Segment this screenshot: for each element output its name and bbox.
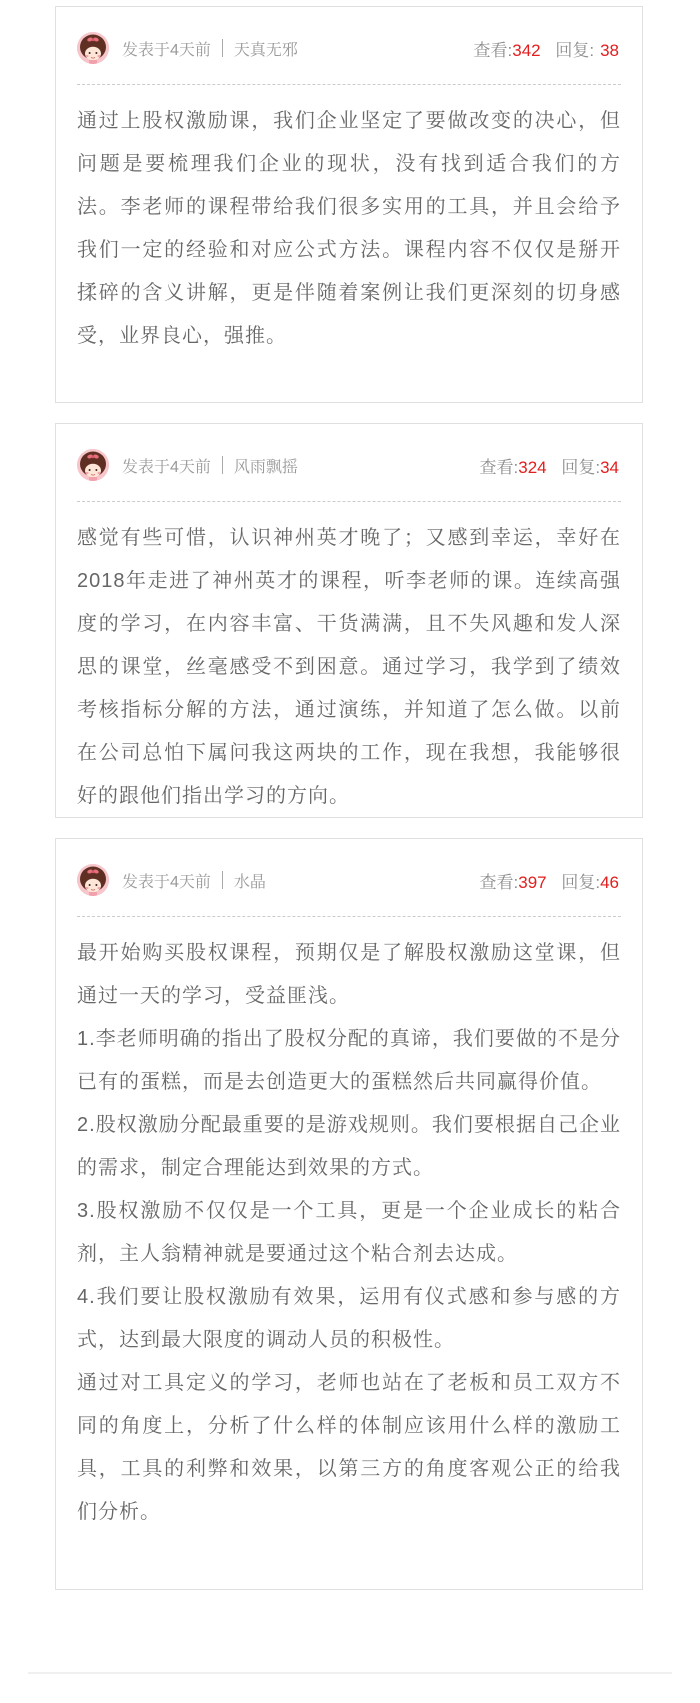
views-count: 324 — [518, 457, 547, 477]
posted-time-label: 发表于4天前 — [122, 873, 211, 891]
review-stats — [474, 36, 622, 61]
review-header — [77, 31, 621, 65]
dashed-separator — [77, 84, 621, 85]
review-paragraph: 3.股权激励不仅仅是一个工具，更是一个企业成长的粘合剂，主人翁精神就是要通过这个粘合剂去达成。 — [77, 1200, 621, 1265]
replies-count: 34 — [600, 457, 619, 477]
review-card — [55, 838, 643, 1590]
header-divider — [222, 456, 223, 474]
review-paragraph: 最开始购买股权课程，预期仅是了解股权激励这堂课，但通过一天的学习，受益匪浅。 — [77, 942, 621, 1007]
review-paragraph: 感觉有些可惜，认识神州英才晚了；又感到幸运，幸好在2018年走进了神州英才的课程，听李老师的课。连续高强度的学习，在内容丰富、干货满满，且不失风趣和发人深思的课堂，丝毫感受不到困意。通过学习，我学到了绩效考核指标分解的方法，通过演练，并知道了怎么做。以前在公司总怕下属问我这两块的工作，现在我想，我能够很好的跟他们指出学习的方向。 — [77, 527, 621, 807]
girl-with-pink-bow-avatar-icon — [77, 32, 109, 64]
girl-with-pink-bow-avatar-icon — [77, 864, 109, 896]
review-paragraph: 通过上股权激励课，我们企业坚定了要做改变的决心，但问题是要梳理我们企业的现状，没有找到适合我们的方法。李老师的课程带给我们很多实用的工具，并且会给予我们一定的经验和对应公式方法。课程内容不仅仅是掰开揉碎的含义讲解，更是伴随着案例让我们更深刻的切身感受，业界良心，强推。 — [77, 110, 621, 347]
girl-with-pink-bow-avatar-icon — [77, 449, 109, 481]
replies-count: 46 — [600, 872, 619, 892]
replies-count: 38 — [600, 40, 619, 60]
views-count: 342 — [512, 40, 541, 60]
views-label: 查看: — [473, 40, 513, 60]
replies-label: 回复: — [561, 457, 601, 477]
views-label: 查看: — [479, 457, 519, 477]
review-body — [77, 932, 621, 1534]
views-count: 397 — [518, 872, 547, 892]
header-divider — [222, 871, 223, 889]
header-divider — [222, 39, 223, 57]
posted-time-label: 发表于4天前 — [122, 41, 211, 59]
username: 天真无邪 — [233, 41, 298, 59]
review-stats — [480, 453, 622, 478]
dashed-separator — [77, 916, 621, 917]
review-body — [77, 100, 621, 358]
review-paragraph: 4.我们要让股权激励有效果，运用有仪式感和参与感的方式，达到最大限度的调动人员的积极性。 — [77, 1286, 621, 1351]
user-avatar — [77, 32, 109, 64]
review-paragraph: 2.股权激励分配最重要的是游戏规则。我们要根据自己企业的需求，制定合理能达到效果的方式。 — [77, 1114, 621, 1179]
review-stats — [480, 868, 622, 893]
username: 水晶 — [233, 873, 266, 891]
user-avatar — [77, 449, 109, 481]
replies-label: 回复: — [555, 40, 595, 60]
posted-time-label: 发表于4天前 — [122, 458, 211, 476]
review-body — [77, 517, 621, 818]
next-card-top-border — [28, 1672, 672, 1674]
replies-label: 回复: — [561, 872, 601, 892]
review-paragraph: 1.李老师明确的指出了股权分配的真谛，我们要做的不是分已有的蛋糕，而是去创造更大的蛋糕然后共同赢得价值。 — [77, 1028, 621, 1093]
review-header — [77, 863, 621, 897]
dashed-separator — [77, 501, 621, 502]
review-paragraph: 通过对工具定义的学习，老师也站在了老板和员工双方不同的角度上，分析了什么样的体制应该用什么样的激励工具，工具的利弊和效果，以第三方的角度客观公正的给我们分析。 — [77, 1372, 621, 1523]
review-card — [55, 6, 643, 403]
review-card — [55, 423, 643, 818]
user-avatar — [77, 864, 109, 896]
views-label: 查看: — [479, 872, 519, 892]
review-header — [77, 448, 621, 482]
username: 风雨飘摇 — [233, 458, 298, 476]
